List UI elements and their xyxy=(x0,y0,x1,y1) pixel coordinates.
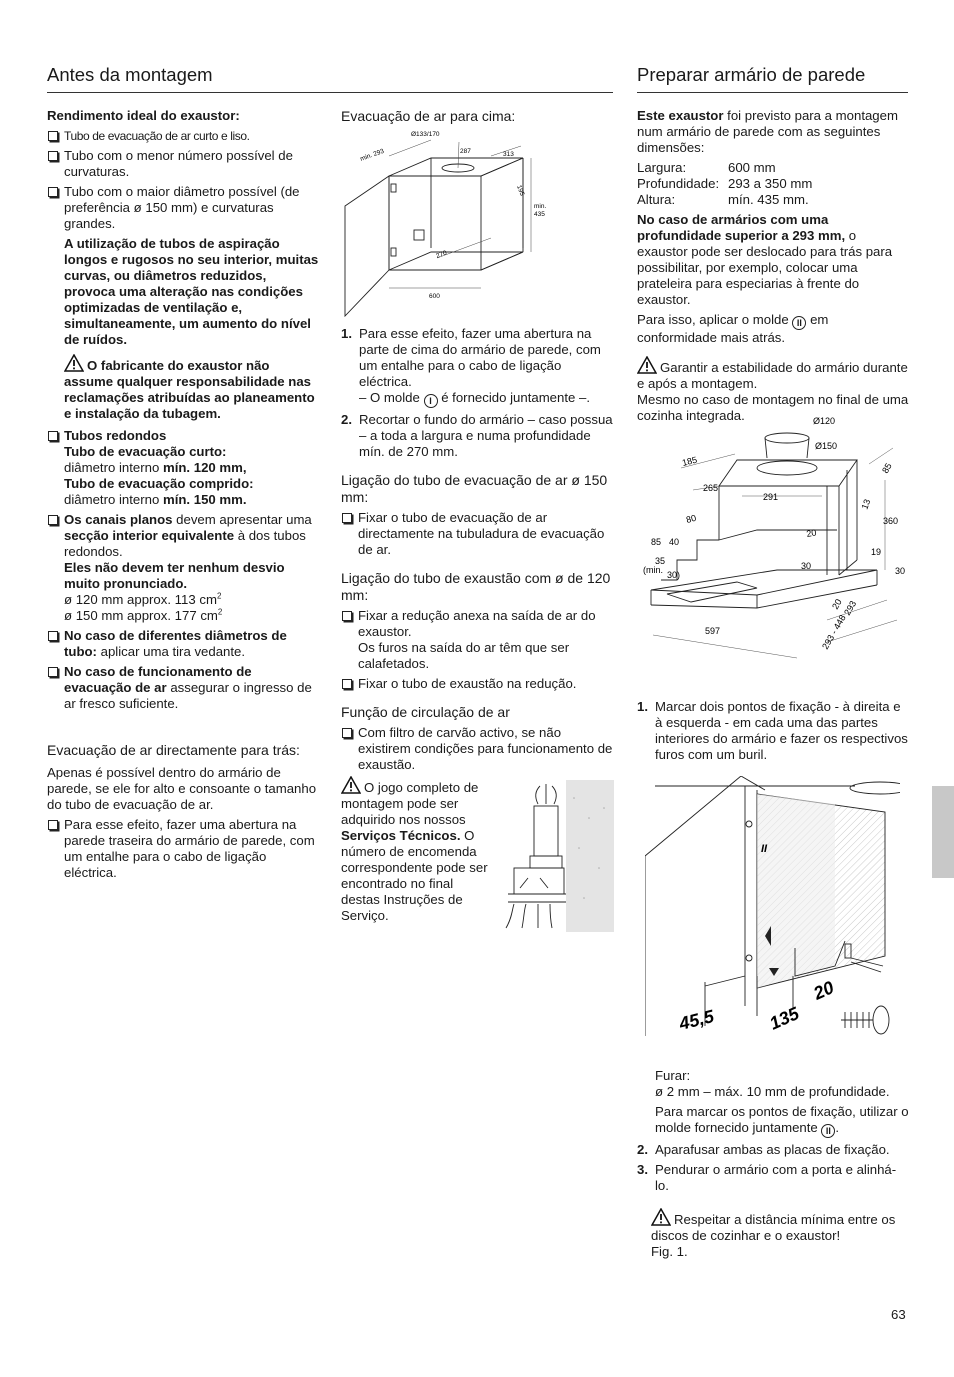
fig1-label-270: 270 xyxy=(435,249,448,260)
right-intro xyxy=(637,108,909,156)
dim-value-width: 600 mm xyxy=(728,160,776,175)
right-step-3-text: Pendurar o armário com a porta e alinhá-lo. xyxy=(655,1162,897,1193)
right-p3 xyxy=(637,312,909,346)
right-warning-2 xyxy=(637,1208,909,1260)
warning-1-text: Garantir a estabilidade do armário durante e após a montagem. xyxy=(637,360,908,391)
fig2-30min: 30) xyxy=(667,570,681,580)
heading-circulacao: Função de circulação de ar xyxy=(341,704,510,720)
fig2-85r: 85 xyxy=(880,461,894,475)
kit-text xyxy=(341,776,489,924)
bullet-120-a-text2: Os furos na saída do ar têm que ser calafetados. xyxy=(358,640,570,671)
furar-label: Furar: xyxy=(655,1068,691,1083)
marcar-text: Para marcar os pontos de fixação, utilizar o molde fornecido juntamente II . xyxy=(655,1104,909,1136)
tubo-comprido-label: Tubo de evacuação comprido: xyxy=(64,476,254,491)
right-step-1 xyxy=(637,699,909,763)
fig2-d120: Ø120 xyxy=(813,416,836,426)
step-1-text: Para esse efeito, fazer uma abertura na parte de cima do armário de parede, com um entalhe para o cabo de ligação eléctrica. xyxy=(359,326,601,389)
fig2-85: 85 xyxy=(651,537,662,547)
canais-bold: Os canais planos xyxy=(64,512,173,527)
kit-text-2: O número de encomenda correspondente pode ser encontrado no final destas Instruções de Serviço. xyxy=(341,828,488,923)
p3-post: em conformidade mais atrás. xyxy=(637,312,829,345)
right-step-1-item xyxy=(637,699,909,763)
heading-150: Ligação do tubo de evacuação de ar ø 150 mm: xyxy=(341,472,608,505)
step-number-2: 2. xyxy=(341,412,352,427)
fig2-291: 291 xyxy=(763,492,779,502)
cabinet-diagram xyxy=(341,128,551,318)
title-rule-right xyxy=(637,92,908,93)
dim-label-depth: Profundidade: xyxy=(637,176,720,191)
drilling-diagram xyxy=(645,776,900,1046)
fig2-293: 293 xyxy=(842,598,859,617)
fig2-293-448: 293 - 448 xyxy=(820,613,848,651)
funcionamento-bold: No caso de funcionamento de evacuação de ar xyxy=(64,664,252,695)
warning-text: O fabricante do exaustor não assume qualquer responsabilidade nas reclamações atribuídas ao planeamento e instalação da tubagem. xyxy=(64,358,315,421)
dimension-row xyxy=(637,176,909,192)
area-120 xyxy=(64,592,319,608)
molde-pre: – O molde xyxy=(359,390,420,405)
fig2-13: 13 xyxy=(859,497,873,511)
intro-bold: Este exaustor xyxy=(637,108,724,123)
template-ii-icon-2: II xyxy=(821,1124,835,1138)
step-1-molde xyxy=(359,390,613,408)
middle-steps xyxy=(341,326,613,773)
fig2-35: 35 xyxy=(655,556,666,566)
canais-text1: devem apresentar uma xyxy=(176,512,312,527)
bold-paragraph: A utilização de tubos de aspiração longos e rugosos no seu interior, muitas curvas, ou diâmetros reduzidos, provoca uma alteração nas condições optimizadas de ventilação e, simultaneamente, um aumento do nível de ruídos. xyxy=(64,236,319,347)
fig2-20a: 20 xyxy=(805,527,818,539)
tras-bullet: Para esse efeito, fazer uma abertura na parede traseira do armário de parede, com um entalhe para o cabo de ligação eléctrica. xyxy=(47,817,319,881)
bullet-curvaturas: Tubo com o menor número possível de curvaturas. xyxy=(47,148,319,180)
fig1-label-a: 287 xyxy=(460,148,471,155)
fig3-45-5: 45,5 xyxy=(677,1005,716,1034)
bullet-150: Fixar o tubo de evacuação de ar directamente na tubuladura de evacuação de ar. xyxy=(341,510,613,558)
area-150-sup: 2 xyxy=(217,607,223,617)
right-p2 xyxy=(637,212,909,308)
right-bottom xyxy=(637,1068,909,1260)
bullet-funcionamento xyxy=(47,664,319,712)
canais-text2: à dos tubos redondos. xyxy=(64,528,306,559)
hood-dimension-diagram xyxy=(637,410,909,680)
recirculation-diagram xyxy=(494,778,616,933)
heading-120: Ligação do tubo de exaustão com ø de 120 mm: xyxy=(341,570,611,603)
bullet-diametro: Tubo com o maior diâmetro possível (de preferência ø 150 mm) e curvaturas grandes. xyxy=(47,184,319,232)
fig1-label-c: 195 xyxy=(515,184,526,197)
fig1-label-b: 313 xyxy=(503,151,514,158)
fig1-label-600: 600 xyxy=(429,293,440,300)
dimension-row xyxy=(637,192,909,208)
area-120-sup: 2 xyxy=(216,591,222,601)
template-ii-icon: II xyxy=(792,316,806,330)
fig1-label-min: min. xyxy=(534,203,547,210)
dim-label-width: Largura: xyxy=(637,160,687,175)
fig1-label-min293: min. 293 xyxy=(359,147,386,163)
kit-text-1: O jogo completo de montagem pode ser adquirido nos nossos xyxy=(341,780,479,827)
right-step-number-3: 3. xyxy=(637,1162,648,1177)
fig1-label-435: 435 xyxy=(534,211,545,218)
middle-column xyxy=(341,108,613,125)
dimension-list xyxy=(637,160,909,208)
left-column xyxy=(47,108,319,881)
p2-text: o exaustor pode ser deslocado para trás para possibilitar, por exemplo, colocar uma prateleira para especiarias à frente do exaustor. xyxy=(637,228,893,307)
molde-post: é fornecido juntamente –. xyxy=(441,390,591,405)
fig2-19: 19 xyxy=(871,547,882,557)
middle-step-1 xyxy=(341,326,613,408)
template-i-icon: I xyxy=(424,394,438,408)
warning-icon xyxy=(64,354,84,372)
dimension-row xyxy=(637,160,909,176)
fig1-label-d: Ø133/170 xyxy=(411,131,440,138)
right-warning-1 xyxy=(637,356,909,392)
bullet-tubo-curto: Tubo de evacuação de ar curto e liso. xyxy=(47,128,319,144)
fig2-360: 360 xyxy=(883,516,899,526)
area-150-text: ø 150 mm approx. 177 cm xyxy=(64,608,218,623)
bullet-120-a xyxy=(341,608,613,672)
fig2-min: (min. xyxy=(643,565,663,575)
p3-pre: Para isso, aplicar o molde xyxy=(637,312,789,327)
warning-2-body: Respeitar a distância mínima entre os discos de cozinhar e o exaustor! xyxy=(651,1212,896,1243)
marcar-pre: Para marcar os pontos de fixação, utilizar o molde fornecido juntamente xyxy=(655,1104,909,1135)
title-rule-left xyxy=(47,92,613,93)
right-step-1-text: Marcar dois pontos de fixação - à direita e à esquerda - em cada uma das partes interiores do armário e fazer os respectivos furos com um buril. xyxy=(655,699,908,762)
step-number-1: 1. xyxy=(341,326,352,341)
fig2-40: 40 xyxy=(669,537,680,547)
page-number: 63 xyxy=(891,1307,906,1322)
bullet-120-b: Fixar o tubo de exaustão na redução. xyxy=(341,676,613,692)
area-150 xyxy=(64,608,319,624)
furar-block xyxy=(637,1068,909,1138)
bullet-circulacao: Com filtro de carvão activo, se não existirem condições para funcionamento de exaustão. xyxy=(341,725,613,773)
fig2-20b: 20 xyxy=(830,597,844,611)
fig2-30a: 30 xyxy=(801,561,812,571)
section-tab-marker xyxy=(932,786,954,878)
fig2-265: 265 xyxy=(703,483,719,493)
heading-para-cima: Evacuação de ar para cima: xyxy=(341,108,516,124)
diferentes-bold: No caso de diferentes diâmetros de tubo: xyxy=(64,628,287,659)
canais-text xyxy=(64,512,319,560)
area-120-text: ø 120 mm approx. 113 cm xyxy=(64,592,217,607)
di-curto-value: mín. 120 mm, xyxy=(162,460,247,475)
diferentes-text: aplicar uma tira vedante. xyxy=(100,644,246,659)
fig3-135: 135 xyxy=(766,1003,803,1034)
p2-bold: No caso de armários com uma profundidade superior a 293 mm, xyxy=(637,212,846,243)
furar-spec: ø 2 mm – máx. 10 mm de profundidade. xyxy=(655,1084,890,1099)
kit-bold: Serviços Técnicos. xyxy=(341,828,461,843)
fig2-d150: Ø150 xyxy=(815,441,838,451)
tubos-redondos-label: Tubos redondos xyxy=(64,428,167,443)
fig3-roman: II xyxy=(761,843,768,855)
warning-icon-stability xyxy=(637,356,657,374)
warning-icon-distance xyxy=(651,1208,671,1226)
right-step-2-text: Aparafusar ambas as placas de fixação. xyxy=(655,1142,890,1157)
right-step-3 xyxy=(637,1162,909,1194)
warning-icon-kit xyxy=(341,776,361,794)
right-step-2 xyxy=(637,1142,909,1158)
intro-heading: Rendimento ideal do exaustor: xyxy=(47,108,240,123)
bullet-canais-planos xyxy=(47,512,319,624)
canais-bold3: Eles não devem ter nenhum desvio muito pronunciado. xyxy=(64,560,285,591)
bullet-tubos-redondos xyxy=(47,428,319,508)
bullet-diferentes xyxy=(47,628,319,660)
fig3-20: 20 xyxy=(810,977,837,1004)
tras-paragraph: Apenas é possível dentro do armário de parede, se ele for alto e consoante o tamanho do tubo de evacuação de ar. xyxy=(47,765,317,812)
fig2-80: 80 xyxy=(685,512,698,525)
bullet-120-a-text: Fixar a redução anexa na saída de ar do exaustor. xyxy=(358,608,596,639)
right-step-number-2: 2. xyxy=(637,1142,648,1157)
right-warning-1b: Mesmo no caso de montagem no final de uma cozinha integrada. xyxy=(637,392,909,423)
step-2-text: Recortar o fundo do armário – caso possua – a toda a largura e numa profundidade mín. de 270 mm. xyxy=(359,412,613,459)
heading-tras: Evacuação de ar directamente para trás: xyxy=(47,742,300,758)
warning-2-text xyxy=(651,1208,909,1244)
section-title-preparar: Preparar armário de parede xyxy=(637,64,866,85)
dim-value-depth: 293 a 350 mm xyxy=(728,176,813,191)
right-column-top xyxy=(637,108,909,424)
dim-label-height: Altura: xyxy=(637,192,676,207)
intro-text: foi previsto para a montagem num armário de parede com as seguintes dimensões: xyxy=(637,108,898,155)
middle-step-2 xyxy=(341,412,613,460)
tubo-curto-label: Tubo de evacuação curto: xyxy=(64,444,227,459)
fig2-30b: 30 xyxy=(895,566,906,576)
di-comprido-value: mín. 150 mm. xyxy=(162,492,247,507)
section-title-antes: Antes da montagem xyxy=(47,64,213,85)
dim-value-height: mín. 435 mm. xyxy=(728,192,809,207)
warning-fabricante xyxy=(47,354,319,422)
di-label: diâmetro interno xyxy=(64,460,160,475)
fig2-597: 597 xyxy=(705,626,721,636)
di-label-2: diâmetro interno xyxy=(64,492,160,507)
di-comprido-line xyxy=(64,492,319,508)
funcionamento-text: assegurar o ingresso de ar fresco suficiente. xyxy=(64,680,312,711)
di-curto-line xyxy=(64,460,319,476)
kit-note xyxy=(341,776,489,924)
fig-reference: Fig. 1. xyxy=(651,1244,688,1259)
right-step-number-1: 1. xyxy=(637,699,648,714)
canais-bold2: secção interior equivalente xyxy=(64,528,235,543)
fig2-185: 185 xyxy=(681,454,699,468)
